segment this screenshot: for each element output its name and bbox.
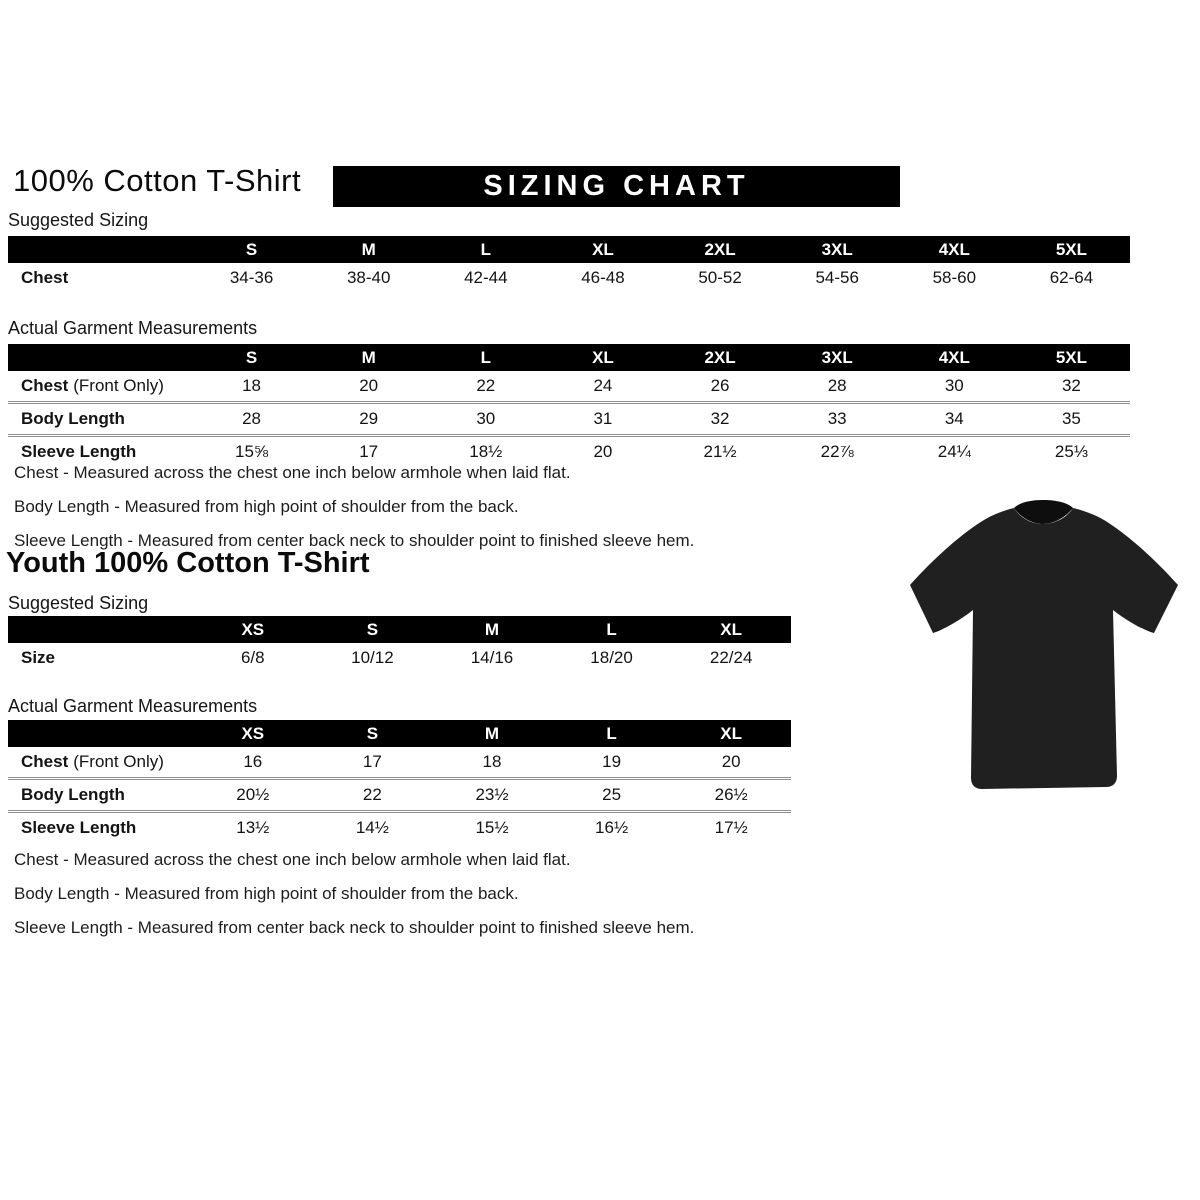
size-value-cell: 22/24 — [709, 648, 753, 667]
size-value-cell: 24¼ — [937, 442, 971, 461]
size-col-header: M — [484, 619, 500, 639]
size-col-header: XS — [241, 619, 265, 639]
size-value-cell: 16 — [243, 752, 263, 771]
note-body-length: Body Length - Measured from high point of shoulder from the back. — [14, 884, 519, 903]
size-value-cell: 16½ — [595, 818, 629, 837]
size-col-header: XS — [241, 723, 265, 743]
size-value-cell: 23½ — [475, 785, 509, 804]
size-value-cell: 18½ — [469, 442, 503, 461]
size-value-cell: 33 — [827, 409, 847, 428]
size-value-cell: 62-64 — [1049, 268, 1094, 287]
size-value-cell: 22 — [362, 785, 382, 804]
size-col-header: M — [484, 723, 500, 743]
table-header-row — [8, 344, 1130, 371]
size-value-cell: 30 — [476, 409, 496, 428]
size-value-cell: 21½ — [703, 442, 737, 461]
size-col-header: XL — [592, 347, 614, 367]
size-col-header: 3XL — [821, 347, 853, 367]
row-label — [8, 376, 193, 396]
size-value-cell: 17½ — [714, 818, 748, 837]
note-sleeve-length: Sleeve Length - Measured from center back neck to shoulder point to finished sleeve hem. — [14, 918, 695, 937]
youth-actual-measurements-label: Actual Garment Measurements — [8, 696, 258, 716]
size-value-cell: 25 — [602, 785, 622, 804]
size-col-header: 2XL — [704, 239, 736, 259]
size-value-cell: 26½ — [714, 785, 748, 804]
row-label-text: Body Length — [21, 409, 125, 428]
size-value-cell: 28 — [242, 409, 262, 428]
size-value-cell: 20½ — [236, 785, 270, 804]
size-value-cell: 58-60 — [932, 268, 977, 287]
size-col-header: L — [606, 723, 617, 743]
size-col-header: S — [245, 239, 258, 259]
size-value-cell: 18 — [242, 376, 262, 395]
row-label — [8, 268, 193, 288]
table-row — [8, 401, 1130, 434]
note-chest: Chest - Measured across the chest one inch below armhole when laid flat. — [14, 850, 571, 869]
adult-suggested-table — [8, 236, 1130, 293]
size-value-cell: 32 — [710, 409, 730, 428]
size-col-header: 5XL — [1055, 347, 1088, 367]
row-label — [8, 648, 193, 668]
row-label-text: Sleeve Length — [21, 818, 137, 837]
size-value-cell: 20 — [593, 442, 613, 461]
size-value-cell: 20 — [721, 752, 741, 771]
size-col-header: S — [366, 723, 379, 743]
size-value-cell: 22⅞ — [820, 442, 854, 461]
row-label-text: Chest — [21, 752, 69, 771]
adult-actual-measurements-label: Actual Garment Measurements — [8, 318, 258, 338]
note-chest: Chest - Measured across the chest one inch below armhole when laid flat. — [14, 463, 571, 482]
size-value-cell: 25⅓ — [1054, 442, 1088, 461]
youth-actual-table — [8, 720, 791, 843]
size-col-header: XL — [720, 723, 743, 743]
size-col-header: M — [361, 347, 376, 367]
table-header-row — [8, 236, 1130, 263]
size-value-cell: 31 — [593, 409, 613, 428]
size-value-cell: 29 — [359, 409, 379, 428]
size-col-header: L — [606, 619, 617, 639]
adult-actual-table — [8, 344, 1130, 467]
adult-suggested-sizing-label: Suggested Sizing — [8, 210, 149, 230]
size-value-cell: 18 — [482, 752, 502, 771]
size-value-cell: 15⅝ — [235, 442, 269, 461]
size-value-cell: 46-48 — [581, 268, 625, 287]
row-label-text: Sleeve Length — [21, 442, 137, 461]
size-value-cell: 24 — [593, 376, 613, 395]
size-value-cell: 6/8 — [240, 648, 265, 667]
note-sleeve-length: Sleeve Length - Measured from center back neck to shoulder point to finished sleeve hem. — [14, 531, 695, 550]
size-col-header: 5XL — [1055, 239, 1088, 259]
size-col-header: L — [480, 347, 491, 367]
size-col-header: M — [361, 239, 376, 259]
size-col-header: 2XL — [704, 347, 736, 367]
youth-suggested-sizing-label: Suggested Sizing — [8, 593, 149, 613]
size-value-cell: 26 — [710, 376, 730, 395]
row-label-text: Chest — [21, 376, 69, 395]
size-col-header: 4XL — [938, 347, 970, 367]
size-value-cell: 17 — [362, 752, 382, 771]
size-value-cell: 20 — [359, 376, 379, 395]
black-tshirt-image — [893, 484, 1193, 816]
size-value-cell: 10/12 — [351, 648, 394, 667]
table-row — [8, 643, 791, 673]
table-header-row — [8, 720, 791, 747]
tshirt-body — [910, 508, 1178, 789]
size-value-cell: 38-40 — [346, 268, 391, 287]
size-value-cell: 30 — [944, 376, 964, 395]
row-label-suffix: (Front Only) — [73, 376, 164, 395]
table-row — [8, 747, 791, 777]
row-label — [8, 818, 193, 838]
size-value-cell: 14½ — [355, 818, 389, 837]
size-value-cell: 54-56 — [815, 268, 859, 287]
table-row — [8, 263, 1130, 293]
size-col-header: L — [480, 239, 491, 259]
size-col-header: S — [245, 347, 258, 367]
table-header-row — [8, 616, 791, 643]
adult-measurement-notes — [14, 456, 694, 558]
size-value-cell: 34 — [944, 409, 964, 428]
size-col-header: 3XL — [821, 239, 853, 259]
size-col-header: 4XL — [938, 239, 970, 259]
page-title: 100% Cotton T-Shirt — [13, 163, 302, 198]
size-value-cell: 17 — [359, 442, 379, 461]
size-value-cell: 42-44 — [464, 268, 508, 287]
row-label-text: Chest — [21, 268, 69, 287]
size-value-cell: 18/20 — [590, 648, 633, 667]
size-value-cell: 34-36 — [229, 268, 274, 287]
size-col-header: XL — [592, 239, 614, 259]
row-label — [8, 752, 193, 772]
size-value-cell: 35 — [1061, 409, 1081, 428]
youth-page-title: Youth 100% Cotton T-Shirt — [6, 547, 370, 579]
row-label-suffix: (Front Only) — [73, 752, 164, 771]
size-col-header: S — [366, 619, 379, 639]
size-col-header: XL — [720, 619, 743, 639]
table-row — [8, 810, 791, 843]
table-row — [8, 371, 1130, 401]
note-body-length: Body Length - Measured from high point of shoulder from the back. — [14, 497, 519, 516]
size-value-cell: 19 — [602, 752, 622, 771]
size-value-cell: 13½ — [236, 818, 270, 837]
size-value-cell: 14/16 — [470, 648, 514, 667]
size-value-cell: 15½ — [475, 818, 509, 837]
size-value-cell: 28 — [827, 376, 847, 395]
row-label-text: Body Length — [21, 785, 125, 804]
row-label-text: Size — [21, 648, 56, 667]
sizing-chart-banner: SIZING CHART — [333, 166, 900, 207]
row-label — [8, 785, 193, 805]
size-value-cell: 50-52 — [698, 268, 742, 287]
size-value-cell: 22 — [476, 376, 496, 395]
row-label — [8, 409, 193, 429]
table-row — [8, 777, 791, 810]
youth-suggested-table — [8, 616, 791, 673]
youth-measurement-notes — [14, 843, 694, 945]
size-value-cell: 32 — [1061, 376, 1081, 395]
